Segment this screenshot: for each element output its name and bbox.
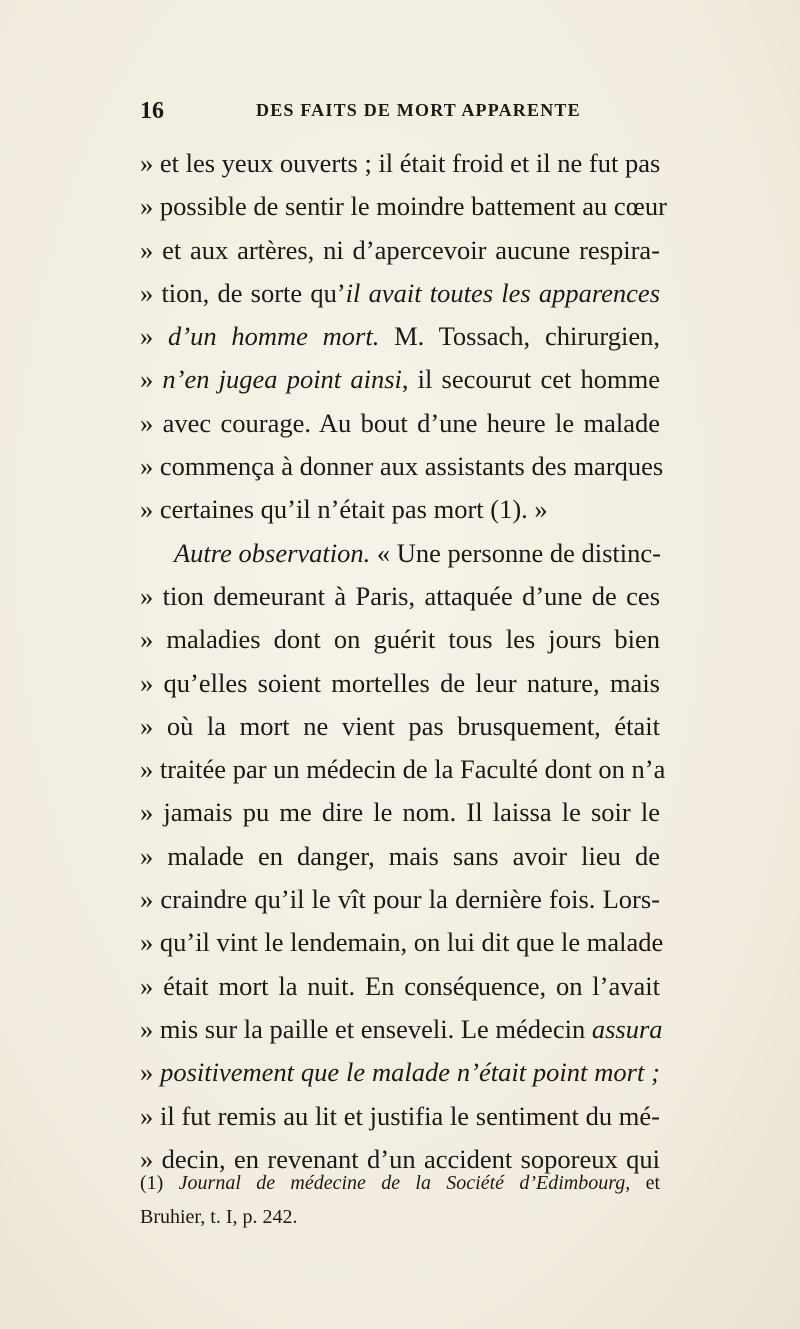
text-segment: , il secourut cet homme xyxy=(401,364,661,395)
text-segment: certaines qu’il n’était pas mort (1). » xyxy=(159,494,548,525)
text-segment: mis sur la paille et enseveli. Le médecin xyxy=(159,1013,592,1044)
quote-guillemet: » xyxy=(140,1013,160,1044)
footnote-line-1 xyxy=(140,1166,660,1200)
quote-guillemet: » xyxy=(140,148,160,178)
quote-guillemet: » xyxy=(140,234,163,265)
footnote xyxy=(140,1166,660,1234)
italic-text: assura xyxy=(591,1013,663,1044)
page-header xyxy=(140,98,650,128)
text-line xyxy=(140,1051,660,1094)
italic-text: positivement que le malade n’était point mort ; xyxy=(160,1057,660,1088)
text-segment: possible de sentir le moindre battement au cœur xyxy=(159,191,667,222)
page-number: 16 xyxy=(140,98,164,124)
quote-guillemet: » xyxy=(140,1143,162,1174)
text-segment: tion, de sorte qu’ xyxy=(161,277,346,308)
quote-guillemet: » xyxy=(140,364,163,395)
text-line xyxy=(140,488,660,531)
text-line xyxy=(140,358,660,401)
text-line xyxy=(140,705,660,748)
footnote-marker: (1) xyxy=(140,1172,164,1194)
text-segment: qu’il vint le lendemain, on lui dit que le malade xyxy=(159,927,664,958)
footnote-after-journal: , et xyxy=(625,1172,661,1194)
footnote-line-2: Bruhier, t. I, p. 242. xyxy=(140,1206,298,1228)
text-line xyxy=(140,575,660,618)
text-segment: traitée par un médecin de la Faculté dont on n’a xyxy=(159,754,666,785)
quote-guillemet: » xyxy=(140,884,161,915)
text-segment: commença à donner aux assistants des marques xyxy=(159,451,664,482)
text-segment: craindre qu’il le vît pour la dernière fois. Lors- xyxy=(160,884,661,915)
text-line xyxy=(140,185,667,228)
text-line xyxy=(140,662,660,705)
text-line xyxy=(140,965,660,1008)
quote-guillemet: » xyxy=(140,191,160,222)
quote-guillemet: » xyxy=(140,494,160,525)
italic-text: il avait toutes les apparences xyxy=(345,277,661,308)
text-line xyxy=(140,878,660,921)
quote-guillemet: » xyxy=(140,797,164,828)
body-text xyxy=(140,142,667,1181)
text-line xyxy=(140,315,660,358)
quote-guillemet: » xyxy=(140,927,160,958)
quote-guillemet: » xyxy=(140,321,169,352)
text-line xyxy=(140,402,660,445)
text-segment: tion demeurant à Paris, attaquée d’une de ces xyxy=(162,580,661,611)
quote-guillemet: » xyxy=(140,840,168,871)
quote-guillemet: » xyxy=(140,451,160,482)
quote-guillemet: » xyxy=(140,277,162,308)
quote-guillemet: » xyxy=(140,667,164,698)
italic-text: d’un homme mort. xyxy=(168,321,380,352)
text-segment: et les yeux ouverts ; il était froid et il ne fut pas xyxy=(159,148,661,178)
text-line xyxy=(140,229,660,272)
text-line xyxy=(140,1095,660,1138)
footnote-journal-title: Journal de médecine de la Société d’Edimbourg xyxy=(178,1172,626,1194)
running-title: DES FAITS DE MORT APPARENTE xyxy=(256,100,581,120)
text-line xyxy=(140,748,666,791)
text-segment: avec courage. Au bout d’une heure le malade xyxy=(162,407,660,438)
quote-guillemet: » xyxy=(140,1057,161,1088)
text-segment: et aux artères, ni d’apercevoir aucune respira- xyxy=(162,234,660,265)
text-segment: « Une personne de distinc- xyxy=(370,537,661,568)
text-line xyxy=(140,445,664,488)
text-segment: qu’elles soient mortelles de leur nature, mais xyxy=(163,667,660,698)
text-segment: maladies dont on guérit tous les jours bien xyxy=(166,624,661,655)
quote-guillemet: » xyxy=(140,580,163,611)
quote-guillemet: » xyxy=(140,970,164,1001)
text-line xyxy=(140,921,664,964)
text-segment: où la mort ne vient pas brusquement, était xyxy=(166,710,660,741)
quote-guillemet: » xyxy=(140,1100,160,1131)
text-line xyxy=(140,1008,663,1051)
text-line xyxy=(140,618,660,661)
text-segment: était mort la nuit. En conséquence, on l’avait xyxy=(163,970,660,1001)
quote-guillemet: » xyxy=(140,754,160,785)
text-segment: jamais pu me dire le nom. Il laissa le soir le xyxy=(163,797,661,828)
text-line xyxy=(140,532,660,575)
text-segment: decin, en revenant d’un accident soporeux qui xyxy=(161,1143,661,1174)
text-segment: il fut remis au lit et justifia le sentiment du mé- xyxy=(159,1100,660,1131)
text-line xyxy=(140,142,660,185)
quote-guillemet: » xyxy=(140,624,167,655)
text-line xyxy=(140,835,660,878)
text-segment: malade en danger, mais sans avoir lieu de xyxy=(167,840,661,871)
text-line xyxy=(140,272,660,315)
text-line xyxy=(140,791,660,834)
quote-guillemet: » xyxy=(140,407,163,438)
italic-text: Autre observation. xyxy=(174,537,371,568)
text-segment: M. Tossach, chirurgien, xyxy=(379,321,660,352)
quote-guillemet: » xyxy=(140,710,167,741)
italic-text: n’en jugea point ainsi xyxy=(162,364,402,395)
